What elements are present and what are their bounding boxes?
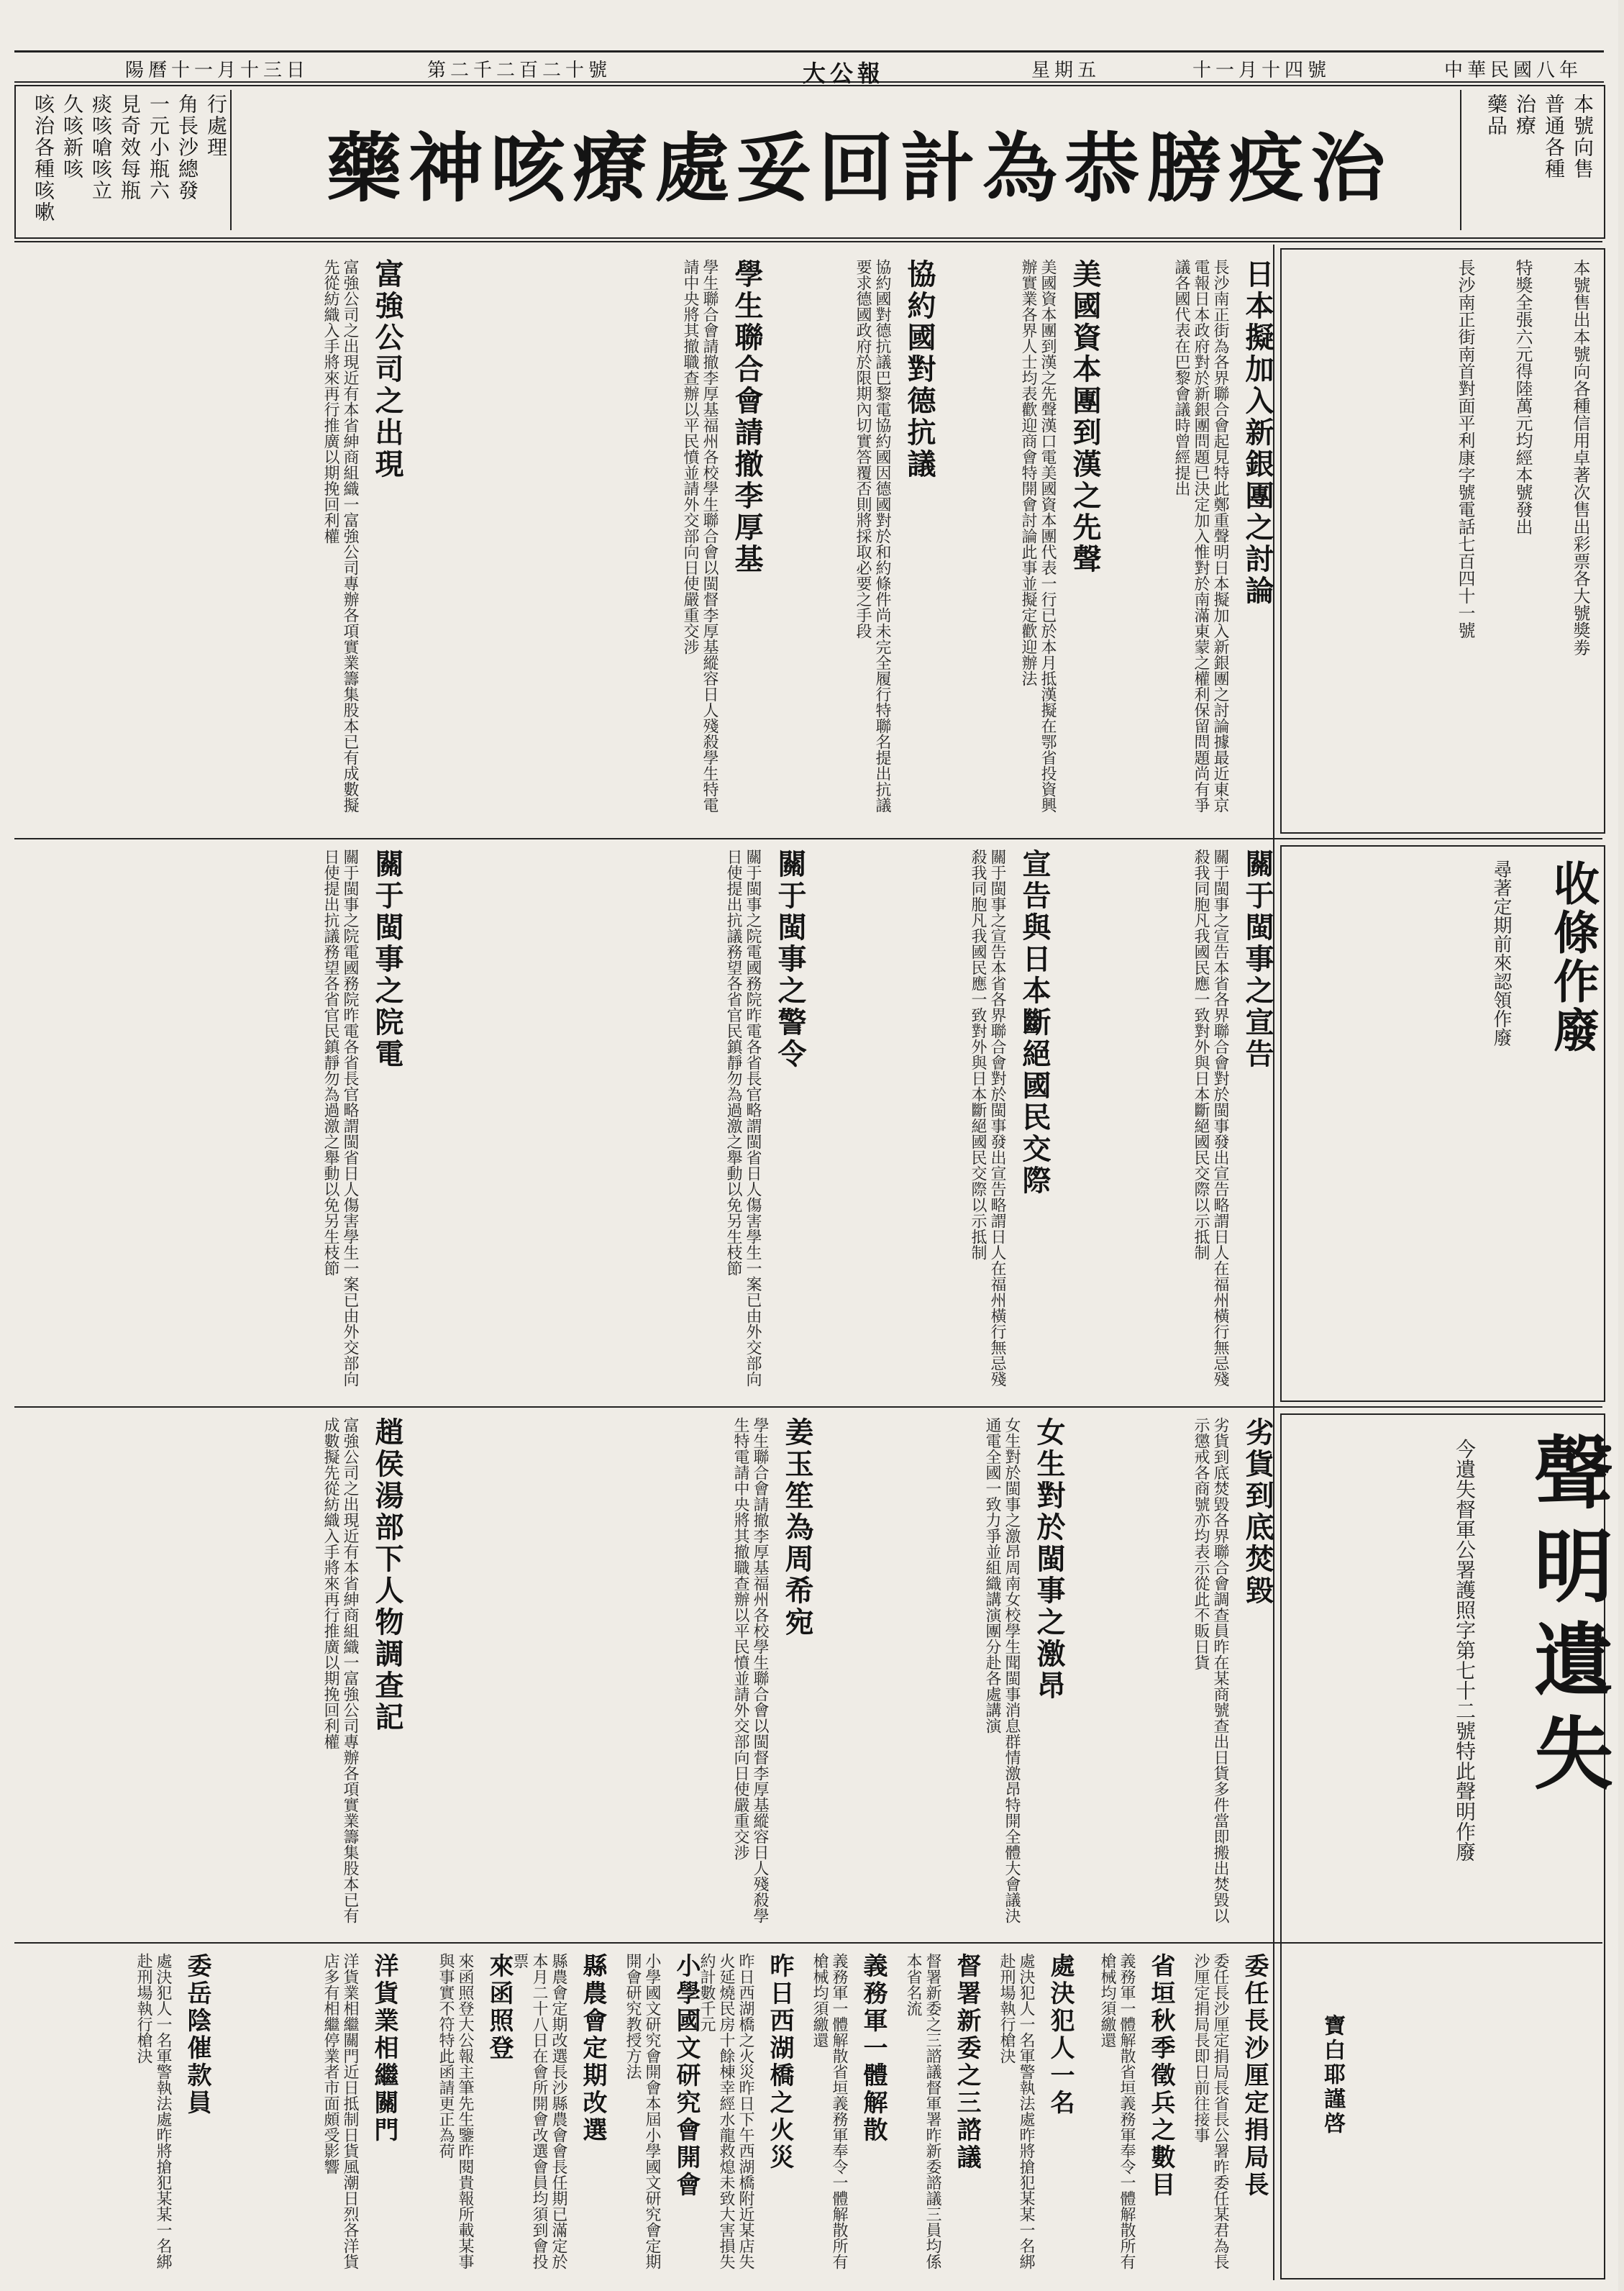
article-jiang-yusheng: 學生聯合會請撤李厚基福州各校學生聯合會以閩督李厚基縱容日人殘殺學生特電請中央將其撤職查辦以平民憤並請外交部向日使嚴重交涉 [731, 1417, 769, 1923]
article-us-capital: 美國資本團到漢之先聲漢口電美國資本團代表一行已於本月抵漢擬在鄂省投資興辦實業各界人士均表歡迎商會特開會討論此事並擬定歡迎辦法 [1019, 259, 1057, 813]
headline-primary-school: 小學國文研究會開會 [672, 1953, 701, 2199]
article-foreign-goods: 洋貨業相繼關門近日抵制日貨風潮日烈各洋貨店多有相繼停業者市面頗受影響 [321, 1953, 359, 2269]
tier-rule-3 [14, 1406, 1602, 1408]
headline-jiang-yusheng: 姜玉笙為周希宛 [780, 1417, 814, 1639]
headline-tax-bureau: 委任長沙厘定捐局長 [1240, 1953, 1269, 2199]
article-student-union: 學生聯合會請撤李厚基福州各校學生聯合會以閩督李厚基縱容日人殘殺學生特電請中央將其撤職查辦以平民憤並請外交部向日使嚴重交涉 [681, 259, 719, 813]
ad-left-notice-1: 咳治各種咳嗽 [32, 94, 55, 223]
lost-notice-signature: 寶白耶謹啓 [1320, 2014, 1345, 2136]
headline-min-warning: 關于閩事之警令 [773, 849, 807, 1070]
article-new-advisors: 督署新委之三諮議督軍署昨新委諮議三員均係本省名流 [904, 1953, 941, 2269]
headline-execution: 處決犯人一名 [1046, 1953, 1075, 2117]
article-cut-japan: 關于閩事之宣告本省各界聯合會對於閩事發出宣告略謂日人在福州橫行無忌殘殺我同胞凡我國民應一致對外與日本斷絕國民交際以示抵制 [969, 849, 1006, 1387]
tier-rule-1 [14, 241, 1602, 242]
masthead [14, 50, 1604, 87]
article-yue-collector: 處決犯人一名軍警執法處昨將搶犯某某一名綁赴刑場執行槍決 [134, 1953, 172, 2269]
tier-rule-2 [14, 838, 1602, 839]
article-fuqiang: 富強公司之出現近有本省紳商組織一富強公司專辦各項實業籌集股本已有成數擬先從紡織入手將來再行推廣以期挽回利權 [321, 259, 359, 813]
article-west-lake-fire: 昨日西湖橋之火災昨日下午西湖橋附近某店失火延燒民房十餘棟幸經水龍救熄未致大害損失約計數千元 [698, 1953, 754, 2269]
lottery-line-1: 本號售出本號向各種信用卓著次售出彩票各大號獎劵 [1570, 259, 1590, 656]
ad-left-notice-3: 痰咳嗆咳立 [89, 94, 113, 201]
article-primary-school: 小學國文研究會開會本屆小學國文研究會定期開會研究教授方法 [624, 1953, 661, 2269]
article-allies-protest: 協約國對德抗議巴黎電協約國因德國對於和約條件尚未完全履行特聯名提出抗議要求德國政府於限期內切實答覆否則將採取必要之手段 [854, 259, 891, 813]
headline-japan-bank: 日本擬加入新銀團之討論 [1241, 259, 1274, 607]
article-min-council-telegram: 關于閩事之院電國務院昨電各省長官略謂閩省日人傷害學生一案已由外交部向日使提出抗議務望各省官民鎮靜勿為過激之舉動以免另生枝節 [321, 849, 359, 1387]
headline-zhao-survey: 趙侯湯部下人物調查記 [370, 1417, 404, 1734]
article-min-warning: 關于閩事之院電國務院昨電各省長官略謂閩省日人傷害學生一案已由外交部向日使提出抗議務望各省官民鎮靜勿為過激之舉動以免另生枝節 [724, 849, 762, 1387]
ad-left-divider [230, 90, 232, 230]
headline-girls-protest: 女生對於閩事之激昂 [1032, 1417, 1066, 1702]
ad-left-notice-2: 久咳新咳 [60, 94, 84, 180]
article-girls-protest: 女生對於閩事之激昂周南女校學生聞閩事消息群情激昂特開全體大會議決通電全國一致力爭並組織講演團分赴各處講演 [983, 1417, 1021, 1923]
headline-min-council-telegram: 關于閩事之院電 [370, 849, 404, 1070]
collection-notice-title: 收條作廢 [1546, 860, 1600, 1055]
collection-notice-note: 尋著定期前來認領作廢 [1490, 860, 1512, 1047]
article-zhao-survey: 富強公司之出現近有本省紳商組織一富強公司專辦各項實業籌集股本已有成數擬先從紡織入手將來再行推廣以期挽回利權 [321, 1417, 359, 1923]
lottery-line-3: 長沙南正街南首對面平利康字號電話七百四十一號 [1455, 259, 1475, 639]
headline-militia-disband: 義務軍一體解散 [859, 1953, 888, 2144]
article-min-affairs-decl: 關于閩事之宣告本省各界聯合會對於閩事發出宣告略謂日人在福州橫行無忌殘殺我同胞凡我國民應一致對外與日本斷絕國民交際以示抵制 [1192, 849, 1229, 1387]
article-militia-disband: 義務軍一體解散省垣義務軍奉令一體解散所有槍械均須繳還 [811, 1953, 848, 2269]
article-farmers-assoc: 縣農會定期改選長沙縣農會會長任期已滿定於本月二十八日在會所開會改選會員均須到會投票 [511, 1953, 567, 2269]
masthead-date-mid: 十一月十四號 [1192, 60, 1331, 81]
lottery-line-2: 特獎全張六元得陸萬元均經本號發出 [1513, 259, 1533, 535]
headline-conscription: 省垣秋季徵兵之數目 [1146, 1953, 1175, 2199]
article-letter: 來函照登大公報主筆先生鑒昨閱貴報所載某事與事實不符特此函請更正為荷 [437, 1953, 474, 2269]
article-burn-goods: 劣貨到底焚毀各界聯合會調查員昨在某商號查出日貨多件當即搬出焚毀以示懲戒各商號亦均表示從此不販日貨 [1192, 1417, 1229, 1923]
headline-us-capital: 美國資本團到漢之先聲 [1068, 259, 1102, 575]
article-japan-bank: 長沙南正街為各界聯合會起見特此鄭重聲明日本擬加入新銀團之討論據最近東京電報日本政府對於新銀團問題已決定加入惟對於南滿東蒙之權利保留問題尚有爭議各國代表在巴黎會議時曾經提出 [1172, 259, 1229, 813]
ad-banner-title: 治疫膀恭為計回妥處療咳神藥 [326, 124, 1392, 212]
ad-left-notice-4: 見奇效每瓶 [118, 94, 142, 201]
ad-left-notice-6: 角長沙總發 [175, 94, 199, 201]
headline-fuqiang: 富強公司之出現 [370, 259, 404, 480]
headline-yue-collector: 委岳陰催款員 [183, 1953, 211, 2117]
ad-right-notice-4: 藥品 [1484, 94, 1508, 137]
lost-notice-title: 聲明遺失 [1521, 1431, 1614, 1805]
headline-farmers-assoc: 縣農會定期改選 [578, 1953, 607, 2144]
headline-student-union: 學生聯合會請撤李厚基 [730, 259, 764, 575]
headline-cut-japan: 宣告與日本斷絕國民交際 [1018, 849, 1052, 1197]
ad-right-notice-1: 本號向售 [1571, 94, 1595, 180]
headline-west-lake-fire: 昨日西湖橋之火災 [765, 1953, 794, 2172]
ad-left-notice-7: 行處理 [204, 94, 228, 158]
article-tax-bureau: 委任長沙厘定捐局長省長公署昨委任某君為長沙厘定捐局長即日前往接事 [1192, 1953, 1229, 2269]
article-execution: 處決犯人一名軍警執法處昨將搶犯某某一名綁赴刑場執行槍決 [998, 1953, 1035, 2269]
ad-right-divider [1460, 90, 1461, 230]
masthead-date-left: 中華民國八年 [1443, 60, 1582, 81]
masthead-paper-name: 大公報 [802, 60, 885, 87]
headline-new-advisors: 督署新委之三諮議 [952, 1953, 981, 2172]
masthead-weekday: 星期五 [1031, 60, 1100, 81]
masthead-date-right: 陽曆十一月十三日 [124, 60, 309, 81]
lost-notice-note: 今遺失督軍公署護照字第七十二號特此聲明作廢 [1453, 1439, 1477, 1862]
ad-right-notice-3: 治療 [1513, 94, 1537, 137]
headline-letter: 來函照登 [485, 1953, 514, 2062]
article-conscription: 義務軍一體解散省垣義務軍奉令一體解散所有槍械均須繳還 [1098, 1953, 1136, 2269]
headline-allies-protest: 協約國對德抗議 [903, 259, 936, 480]
ad-left-notice-5: 一元小瓶六 [147, 94, 170, 201]
masthead-issue: 第二千二百二十號 [426, 60, 611, 81]
headline-foreign-goods: 洋貨業相繼關門 [370, 1953, 398, 2144]
headline-min-affairs-decl: 關于閩事之宣告 [1241, 849, 1274, 1070]
ad-right-notice-2: 普通各種 [1542, 94, 1566, 180]
headline-burn-goods: 劣貨到底焚毀 [1241, 1417, 1274, 1607]
